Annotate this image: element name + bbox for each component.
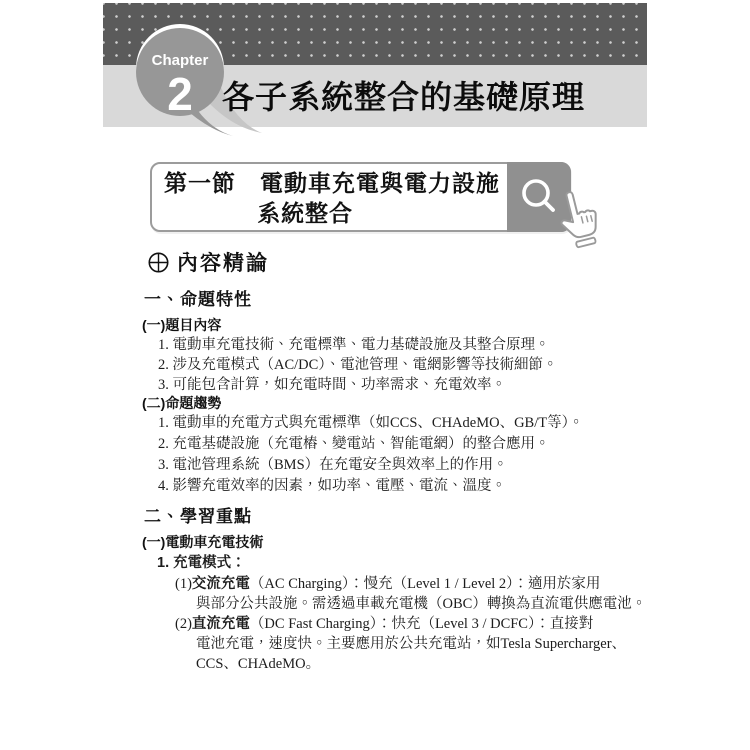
list-item: 2. 涉及充電模式（AC/DC）、電池管理、電網影響等技術細節。 <box>158 357 558 373</box>
mode-ac-line2: 與部分公共設施。需透過車載充電機（OBC）轉換為直流電供應電池。 <box>196 596 647 612</box>
mode-ac-line1 <box>142 574 632 594</box>
section-2-heading: 二、學習重點 <box>144 507 252 526</box>
section-title-line2: 系統整合 <box>257 200 353 226</box>
list-item: 2. 充電基礎設施（充電樁、變電站、智能電網）的整合應用。 <box>158 436 550 452</box>
mode-ac-term: 交流充電 <box>191 576 250 592</box>
list-item: 3. 電池管理系統（BMS）在充電安全與效率上的作用。 <box>158 457 508 473</box>
mode-dc-line3: CCS、CHAdeMO。 <box>196 656 321 672</box>
mode-dc-line2: 電池充電，速度快。主要應用於公共充電站，如Tesla Supercharger、 <box>196 636 627 652</box>
list-item: 3. 可能包含計算，如充電時間、功率需求、充電效率。 <box>158 377 506 393</box>
chapter-number: 2 <box>167 68 193 120</box>
mode-ac-marker: (1) <box>175 576 192 592</box>
content-heading-label: 內容精論 <box>177 252 269 275</box>
mode-dc-term: 直流充電 <box>191 616 250 632</box>
list-item: 1. 電動車的充電方式與充電標準（如CCS、CHAdeMO、GB/T等）。 <box>158 415 584 431</box>
hand-pointer-icon <box>547 185 612 256</box>
chapter-title: 各子系統整合的基礎原理 <box>222 79 586 115</box>
list-item: 4. 影響充電效率的因素，如功率、電壓、電流、溫度。 <box>158 478 506 494</box>
section-1-heading: 一、命題特性 <box>144 290 252 309</box>
subsection-1b-label: (二)命題趨勢 <box>142 395 222 411</box>
section-title-box <box>150 162 571 232</box>
content-heading <box>148 247 269 277</box>
mode-dc-rest: （DC Fast Charging）：快充（Level 3 / DCFC）：直接對 <box>249 616 594 632</box>
circle-plus-icon <box>148 252 169 273</box>
subsection-2a-label: (一)電動車充電技術 <box>142 534 264 550</box>
section-title-line1: 第一節 電動車充電與電力設施 <box>164 170 500 196</box>
charging-mode-label: 1. 充電模式： <box>157 555 246 571</box>
chapter-label: Chapter <box>151 52 209 69</box>
mode-dc-line1 <box>142 614 632 634</box>
subsection-1a-label: (一)題目內容 <box>142 317 222 333</box>
section-title <box>164 168 508 228</box>
mode-ac-rest: （AC Charging）：慢充（Level 1 / Level 2）：適用於家用 <box>249 576 601 592</box>
list-item: 1. 電動車充電技術、充電標準、電力基礎設施及其整合原理。 <box>158 337 550 353</box>
document-body <box>142 290 647 674</box>
mode-dc-marker: (2) <box>175 616 192 632</box>
